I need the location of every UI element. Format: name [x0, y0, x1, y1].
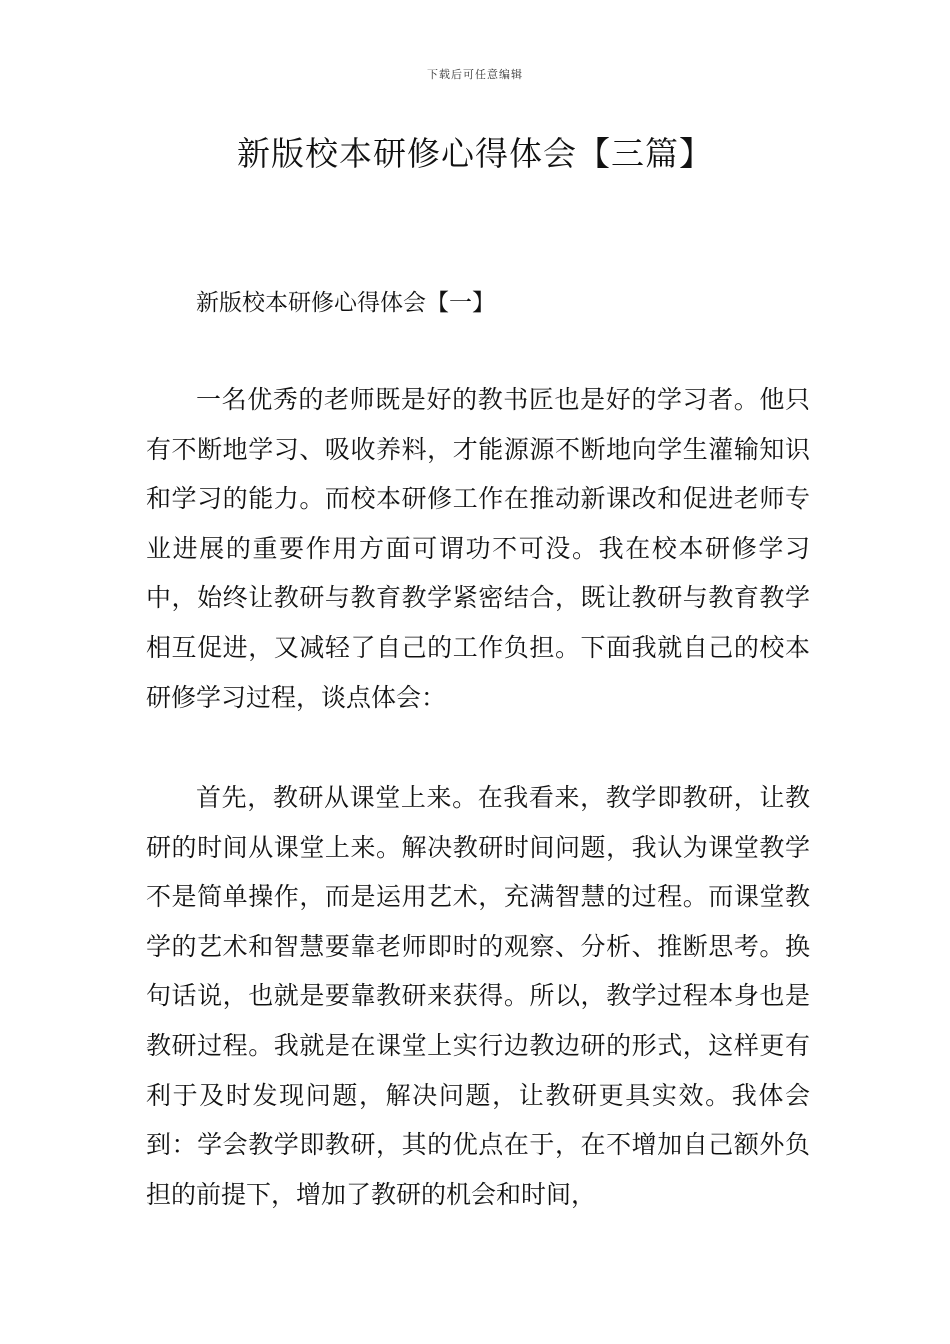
body-paragraph: 首先，教研从课堂上来。在我看来，教学即教研，让教研的时间从课堂上来。解决教研时间问题，我认为课堂教学不是简单操作，而是运用艺术，充满智慧的过程。而课堂教学的艺术和智慧要靠老师即时的观察、分析、推断思考。换句话说，也就是要靠教研来获得。所以，教学过程本身也是教研过程。我就是在课堂上实行边教边研的形式，这样更有利于及时发现问题，解决问题，让教研更具实效。我体会到：学会教学即教研，其的优点在于，在不增加自己额外负担的前提下，增加了教研的机会和时间，	[146, 783, 810, 1209]
section-title: 新版校本研修心得体会【一】	[196, 290, 495, 316]
header-note: 下载后可任意编辑	[427, 68, 523, 81]
document-title: 新版校本研修心得体会【三篇】	[237, 134, 713, 173]
body-paragraph: 一名优秀的老师既是好的教书匠也是好的学习者。他只有不断地学习、吸收养料，才能源源不断地向学生灌输知识和学习的能力。而校本研修工作在推动新课改和促进老师专业进展的重要作用方面可谓功不可没。我在校本研修学习中，始终让教研与教育教学紧密结合，既让教研与教育教学相互促进，又减轻了自己的工作负担。下面我就自己的校本研修学习过程，谈点体会：	[146, 385, 810, 712]
